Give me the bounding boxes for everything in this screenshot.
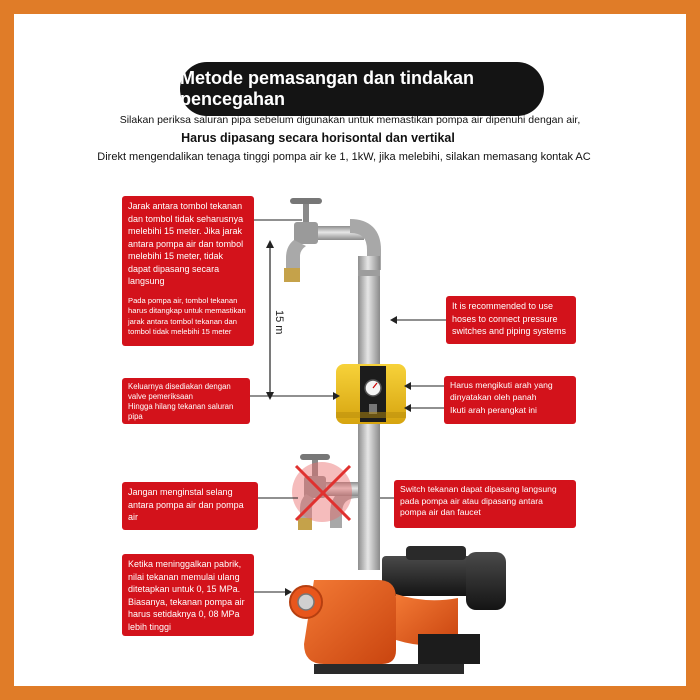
note-distance-small: Pada pompa air, tombol tekanan harus ditangkap untuk memastikan jarak antara tombol tekanan dan tombol tidak melebihi 15 meter <box>128 295 246 336</box>
note-arrow-direction <box>444 376 576 424</box>
subtitle-line-3: Direkt mengendalikan tenaga tinggi pompa air ke 1, 1kW, jika melebihi, silakan memasang kontak AC <box>97 151 591 163</box>
page-title: Metode pemasangan dan tindakan pencegahan <box>180 62 544 116</box>
note-arrow-direction-1: Harus mengikuti arah yang dinyatakan oleh panah <box>450 380 553 402</box>
infographic-frame <box>14 14 686 686</box>
distance-label: 15 m <box>273 310 285 335</box>
pressure-switch-icon <box>336 364 406 424</box>
subtitle-line-2: Harus dipasang secara horisontal dan vertikal <box>181 131 455 145</box>
note-distance-limit <box>122 196 254 346</box>
note-check-valve-1: Keluarnya disediakan dengan valve pemeriksaan <box>128 382 231 401</box>
note-switch-mounting: Switch tekanan dapat dipasang langsung pada pompa air atau dipasang antara pompa air dan faucet <box>394 480 576 528</box>
note-no-hose: Jangan menginstal selang antara pompa air dan pompa air <box>122 482 258 530</box>
note-distance-main: Jarak antara tombol tekanan dan tombol tidak seharusnya melebihi 15 meter. Jika jarak antara pompa air dan tombol melebihi 15 meter, tidak dapat dipasang secara langsung <box>128 201 244 286</box>
note-check-valve-2: Hingga hilang tekanan saluran pipa <box>128 402 234 421</box>
pump-icon <box>290 546 506 674</box>
note-use-hoses: It is recommended to use hoses to connect pressure switches and piping systems <box>446 296 576 344</box>
installation-diagram <box>14 14 686 686</box>
subtitle-line-1: Silakan periksa saluran pipa sebelum digunakan untuk memastikan pompa air dipenuhi dengan air, <box>119 114 581 126</box>
note-arrow-direction-2: Ikuti arah perangkat ini <box>450 405 537 415</box>
note-check-valve <box>122 378 250 424</box>
distance-arrow <box>266 240 274 400</box>
note-factory-pressure: Ketika meninggalkan pabrik, nilai tekanan memulai ulang ditetapkan untuk 0, 15 MPa. Biasanya, tekanan pompa air harus setidaknya 0, 08 MPa lebih tinggi <box>122 554 254 636</box>
